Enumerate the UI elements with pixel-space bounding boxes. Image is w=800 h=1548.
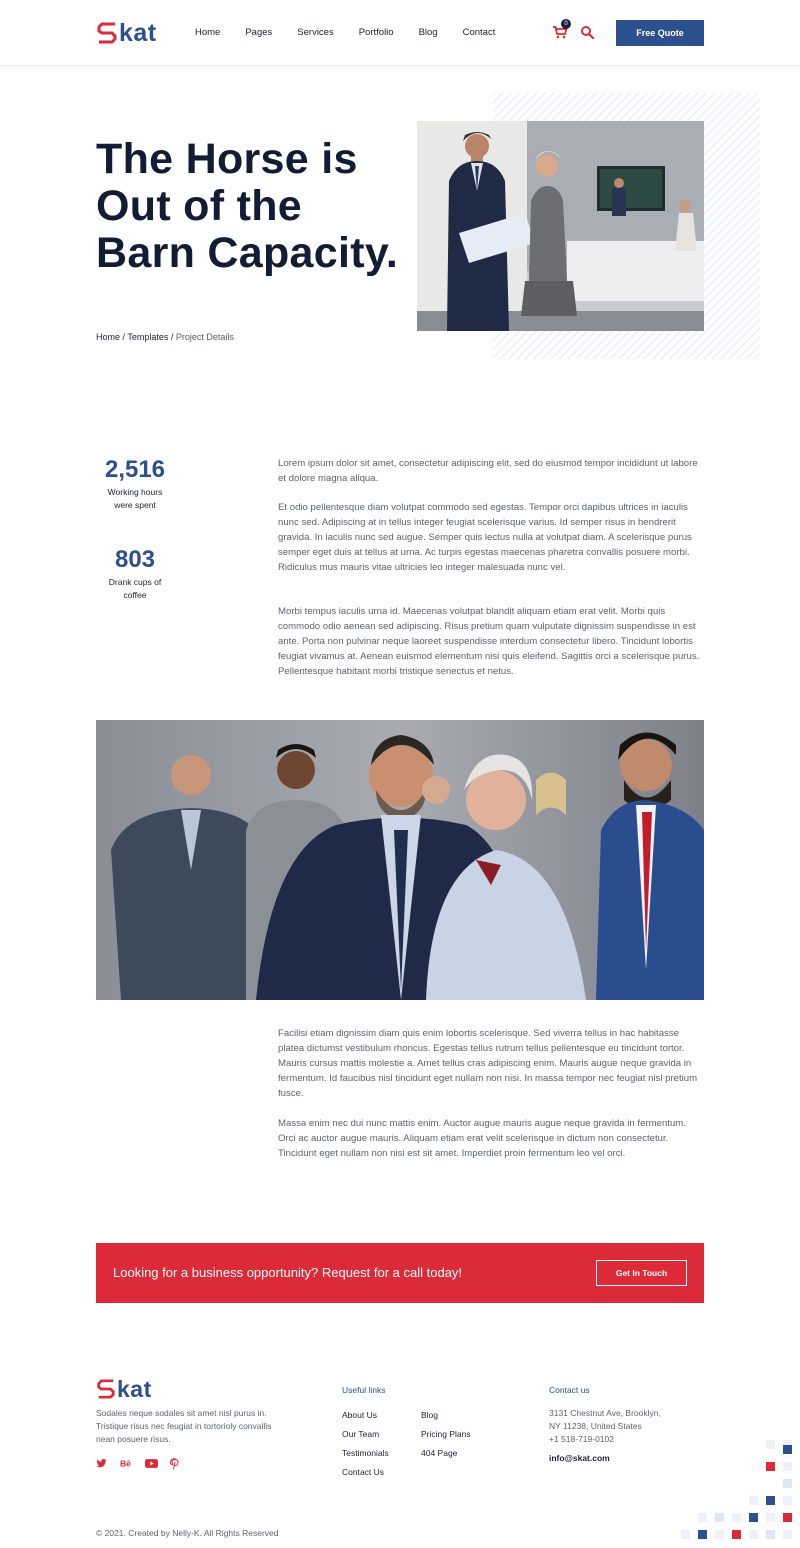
body-paragraph: Morbi tempus iaculis urna id. Maecenas volutpat blandit aliquam etiam erat velit. Morbi quis commodo odio aenean sed adipiscing. Risus pretium quam vulputate dignissim suspendisse in est ante. Porta non pulvinar neque laoreet suspendisse interdum consectetur libero. Tincidunt lobortis feugiat vivamus at. Aenean euismod elementum nisi quis eleifend. Sagittis orci a scelerisque purus. Pellentesque habitant morbi tristique senectus et netus. [278,606,700,677]
get-in-touch-button[interactable]: Get In Touch [596,1260,687,1286]
social-links [96,1458,180,1470]
pattern-square [749,1530,758,1539]
logo-s-mark-icon [96,1378,116,1400]
logo-wordmark: kat [119,19,157,47]
nav-pages[interactable]: Pages [245,27,273,38]
footer-link-404-page[interactable]: 404 Page [421,1448,458,1458]
stat-label: Working hours were spent [107,487,163,510]
pattern-square [698,1530,707,1539]
stat-value: 803 [114,546,156,573]
copyright: © 2021. Created by Nelly-K. All Rights Reserved [96,1528,279,1538]
pattern-square [766,1462,775,1471]
nav-contact[interactable]: Contact [462,27,496,38]
address-text: 3131 Chestnut Ave, Brooklyn, NY 11238, United States [549,1408,661,1431]
pattern-square [715,1513,724,1522]
pattern-square [698,1513,707,1522]
body-paragraph: Massa enim nec dui nunc mattis enim. Auctor augue mauris augue neque gravida in fermentum. Orci ac auctor augue mauris. Aliquam etiam erat velit scelerisque in dictum non consectetur. Tincidunt eget nullam non nisi est sit amet. Imperdiet proin fermentum leo vel orci. [278,1118,686,1159]
pattern-square [681,1530,690,1539]
nav-home[interactable]: Home [195,27,221,38]
pattern-square [783,1513,792,1522]
pattern-square [783,1496,792,1505]
breadcrumb-current: Project Details [175,332,234,342]
svg-text:Bē: Bē [120,1458,131,1469]
body-paragraph: Facilisi etiam dignissim diam quis enim lobortis scelerisque. Sed viverra tellus in hac habitasse platea dictumst vestibulum rhoncus. Egestas tellus rutrum tellus pellentesque eu tincidunt tortor. Mauris cursus mattis molestie a. Amet tellus cras adipiscing enim. Mauris augue neque gravida in fermentum. Id faucibus nisl tincidunt eget nullam non nisi. In massa tempor nec feugiat nisl pretium fusce. [278,1028,698,1099]
pattern-square [766,1496,775,1505]
pattern-square [783,1462,792,1471]
site-logo[interactable] [96,20,157,46]
breadcrumb [96,332,234,342]
phone-text: +1 518-719-0102 [549,1434,614,1444]
breadcrumb-separator: / [168,332,176,342]
stat-label: Drank cups of coffee [108,577,162,600]
twitter-icon[interactable] [96,1458,107,1469]
free-quote-button[interactable]: Free Quote [616,20,704,46]
footer-logo[interactable] [96,1376,152,1402]
stat-coffee-cups [96,546,174,601]
pattern-square [783,1479,792,1488]
nav-services[interactable]: Services [297,27,334,38]
nav-blog[interactable]: Blog [418,27,438,38]
pattern-square [766,1530,775,1539]
cart-count-badge: 0 [561,19,571,29]
footer-description: Sodales neque sodales sit amet nisl purus in. Tristique risus nec feugiat in tortorioly convallis nean posuere risus. [96,1408,272,1444]
pattern-square [766,1440,775,1449]
pinterest-icon[interactable] [170,1458,180,1470]
footer-link-contact-us[interactable]: Contact Us [342,1467,385,1477]
stat-working-hours [96,456,174,511]
footer-link-about-us[interactable]: About Us [342,1410,377,1420]
footer-contact-heading: Contact us [549,1385,590,1395]
youtube-icon[interactable] [145,1458,158,1469]
footer-link-pricing-plans[interactable]: Pricing Plans [421,1429,471,1439]
site-header [0,0,800,66]
logo-wordmark: kat [117,1376,152,1402]
pattern-square [783,1530,792,1539]
main-nav [195,26,520,40]
stat-value: 2,516 [104,456,166,483]
logo-s-mark-icon [96,21,118,45]
team-photo [96,720,704,1000]
breadcrumb-templates[interactable]: Templates [127,332,169,342]
pattern-square [732,1530,741,1539]
hero-image-office-meeting [417,121,704,331]
pattern-square [732,1513,741,1522]
behance-icon[interactable] [120,1458,133,1469]
decorative-pixel-pattern [676,1440,800,1548]
nav-portfolio[interactable]: Portfolio [358,27,394,38]
pattern-square [783,1445,792,1454]
pattern-square [715,1530,724,1539]
page-title: The Horse is Out of the Barn Capacity. [96,135,399,277]
footer-link-testimonials[interactable]: Testimonials [342,1448,389,1458]
pattern-square [766,1513,775,1522]
footer-link-blog[interactable]: Blog [421,1410,439,1420]
body-paragraph: Et odio pellentesque diam volutpat commodo sed egestas. Tempor orci dapibus ultrices in iaculis nunc sed. Adipiscing at in tellus integer feugiat scelerisque varius. Id semper risus in hendrerit gravida. In iaculis nunc sed augue. Semper quis lectus nulla at volutpat diam. A scelerisque purus semper eget duis at tellus at urna. Ac turpis egestas maecenas pharetra convallis posuere morbi. Ridiculus mus mauris vitae ultricies leo integer malesuada nunc vel. [278,502,692,573]
cta-text: Looking for a business opportunity? Request for a call today! [113,1265,463,1280]
pattern-square [749,1513,758,1522]
breadcrumb-separator: / [120,332,128,342]
breadcrumb-home[interactable]: Home [96,332,121,342]
pattern-square [749,1496,758,1505]
footer-link-our-team[interactable]: Our Team [342,1429,380,1439]
footer-email-link[interactable]: info@skat.com [549,1453,610,1463]
cta-banner [96,1243,704,1303]
search-icon[interactable] [580,25,594,39]
footer-useful-links-heading: Useful links [342,1385,386,1395]
body-paragraph: Lorem ipsum dolor sit amet, consectetur adipiscing elit, sed do eiusmod tempor incididunt ut labore et dolore magna aliqua. [278,458,698,484]
